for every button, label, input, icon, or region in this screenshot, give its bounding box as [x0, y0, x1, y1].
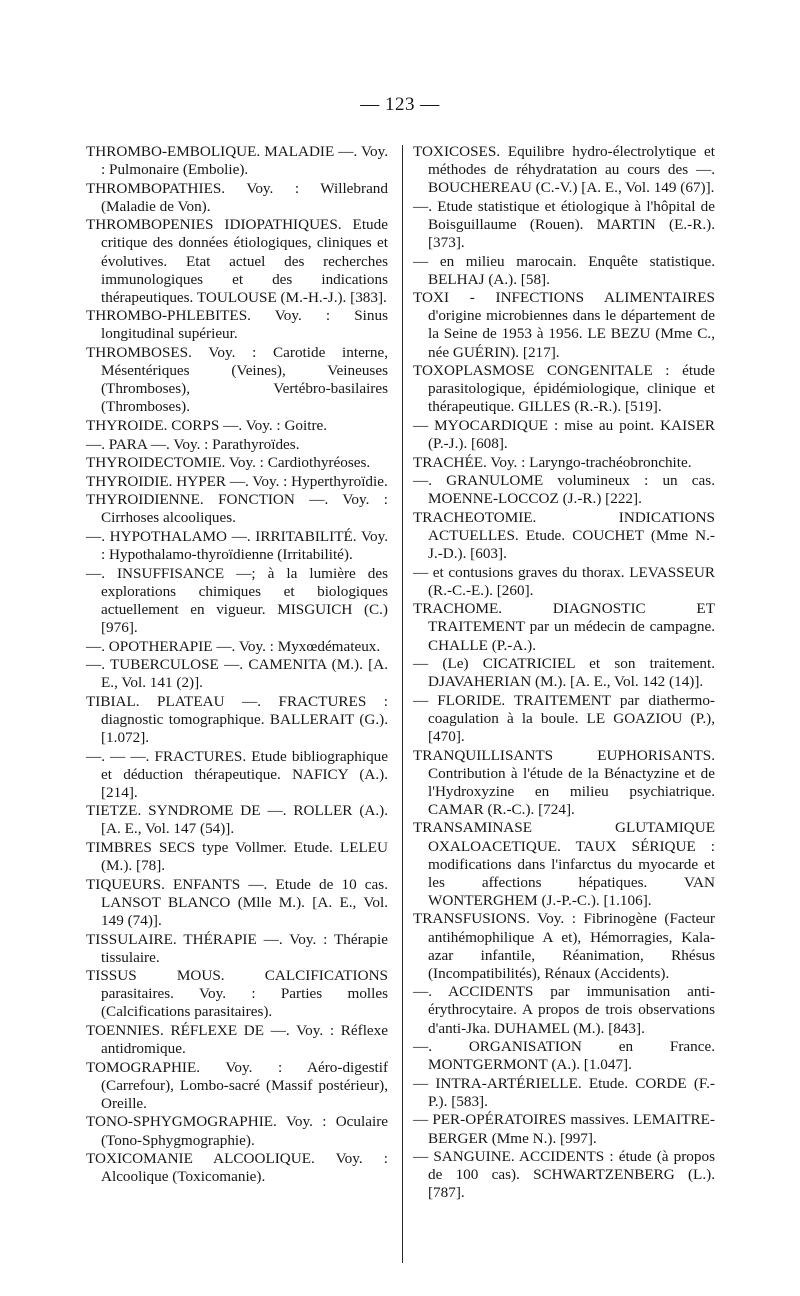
- index-entry: THYROIDECTOMIE. Voy. : Cardiothyréoses.: [86, 454, 371, 472]
- index-entry: THROMBOPENIES IDIOPATHIQUES. Etude critique des données étiologiques, cliniques et évolutives. Etat actuel des recherches immunologiques et des indications thérapeutiques. TOULOUSE (M.-H.-J.). [383].: [86, 216, 388, 306]
- index-entry: THYROIDIE. HYPER —. Voy. : Hyperthyroïdie.: [86, 472, 388, 490]
- index-entry: TISSULAIRE. THÉRAPIE —. Voy. : Thérapie tissulaire.: [86, 930, 388, 966]
- index-entry: TOXI - INFECTIONS ALIMENTAIRES d'origine microbiennes dans le département de la Seine de 1953 à 1956. LE BEZU (Mme C., née GUÉRIN). [217].: [413, 289, 715, 361]
- index-entry: —. HYPOTHALAMO —. IRRITABILITÉ. Voy. : Hypothalamo-thyroïdienne (Irritabilité).: [86, 527, 388, 564]
- index-entry: THROMBOPATHIES. Voy. : Willebrand (Maladie de Von).: [86, 179, 388, 215]
- index-entry: TRANSFUSIONS. Voy. : Fibrinogène (Facteur antihémophilique A et), Hémorragies, Kala-azar infantile, Réanimation, Rhésus (Incompatibilités), Rénaux (Accidents).: [413, 910, 715, 982]
- index-entry: —. Etude statistique et étiologique à l'hôpital de Boisguillaume (Rouen). MARTIN (E.-R.). [373].: [413, 197, 715, 251]
- index-entry: TIETZE. SYNDROME DE —. ROLLER (A.). [A. E., Vol. 147 (54)].: [86, 802, 388, 838]
- index-entry: TRANQUILLISANTS EUPHORISANTS. Contribution à l'étude de la Bénactyzine et de l'Hydroxyzine en milieu psychiatrique. CAMAR (R.-C.). [724].: [413, 746, 715, 818]
- index-entry: THROMBO-EMBOLIQUE. MALADIE —. Voy. : Pulmonaire (Embolie).: [86, 143, 388, 179]
- index-entry: THROMBO-PHLEBITES. Voy. : Sinus longitudinal supérieur.: [86, 307, 388, 343]
- index-entry: —. ORGANISATION en France. MONTGERMONT (A.). [1.047].: [413, 1038, 715, 1074]
- index-entry: —. ACCIDENTS par immunisation anti-érythrocytaire. A propos de trois observations d'anti-Jka. DUHAMEL (M.). [843].: [413, 983, 715, 1037]
- index-entry: — et contusions graves du thorax. LEVASSEUR (R.-C.-E.). [260].: [413, 563, 715, 599]
- index-entry: —. PARA —. Voy. : Parathyroïdes.: [86, 435, 300, 453]
- index-entry: THROMBOSES. Voy. : Carotide interne, Mésentériques (Veines), Veineuses (Thromboses), Vertébro-basilaires (Thromboses).: [86, 344, 388, 416]
- index-entry: TIQUEURS. ENFANTS —. Etude de 10 cas. LANSOT BLANCO (Mlle M.). [A. E., Vol. 149 (74)].: [86, 875, 388, 929]
- index-entry: —. TUBERCULOSE —. CAMENITA (M.). [A. E., Vol. 141 (2)].: [86, 656, 388, 692]
- index-entry: — INTRA-ARTÉRIELLE. Etude. CORDE (F.-P.). [583].: [413, 1074, 715, 1110]
- right-column: [413, 143, 715, 1203]
- index-entry: — MYOCARDIQUE : mise au point. KAISER (P.-J.). [608].: [413, 416, 715, 452]
- index-entry: TOXICOSES. Equilibre hydro-électrolytique et méthodes de réhydratation au cours des —. BOUCHEREAU (C.-V.) [A. E., Vol. 149 (67)].: [413, 143, 715, 197]
- index-entry: TOXOPLASMOSE CONGENITALE : étude parasitologique, épidémiologique, clinique et thérapeutique. GILLES (R.-R.). [519].: [413, 362, 715, 416]
- column-divider: [402, 145, 403, 1263]
- index-entry: —. — —. FRACTURES. Etude bibliographique et déduction thérapeutique. NAFICY (A.). [214].: [86, 747, 388, 801]
- index-entry: TRACHOME. DIAGNOSTIC ET TRAITEMENT par un médecin de campagne. CHALLE (P.-A.).: [413, 600, 715, 654]
- index-entry: THYROIDIENNE. FONCTION —. Voy. : Cirrhoses alcooliques.: [86, 491, 388, 527]
- index-entry: THYROIDE. CORPS —. Voy. : Goitre.: [86, 416, 328, 434]
- index-entry: TIMBRES SECS type Vollmer. Etude. LELEU (M.). [78].: [86, 839, 388, 875]
- index-entry: TIBIAL. PLATEAU —. FRACTURES : diagnostic tomographique. BALLERAIT (G.). [1.072].: [86, 692, 388, 746]
- index-entry: —. INSUFFISANCE —; à la lumière des explorations chimiques et biologiques actuellement en vigueur. MISGUICH (C.) [976].: [86, 564, 388, 636]
- index-entry: TRACHÉE. Voy. : Laryngo-trachéobronchite.: [413, 453, 692, 471]
- index-entry: TRANSAMINASE GLUTAMIQUE OXALOACETIQUE. TAUX SÉRIQUE : modifications dans l'infarctus du myocarde et les affections hépatiques. VAN WONTERGHEM (J.-P.-C.). [1.106].: [413, 819, 715, 909]
- page-number: — 123 —: [360, 94, 440, 115]
- index-entry: TOXICOMANIE ALCOOLIQUE. Voy. : Alcoolique (Toxicomanie).: [86, 1150, 388, 1186]
- index-entry: — PER-OPÉRATOIRES massives. LEMAITRE-BERGER (Mme N.). [997].: [413, 1111, 715, 1147]
- index-entry: — FLORIDE. TRAITEMENT par diathermo-coagulation à la boule. LE GOAZIOU (P.), [470].: [413, 691, 715, 745]
- index-entry: TOENNIES. RÉFLEXE DE —. Voy. : Réflexe antidromique.: [86, 1022, 388, 1058]
- index-entry: — SANGUINE. ACCIDENTS : étude (à propos de 100 cas). SCHWARTZENBERG (L.). [787].: [413, 1148, 715, 1202]
- index-entry: —. OPOTHERAPIE —. Voy. : Myxœdémateux.: [86, 637, 381, 655]
- index-entry: — en milieu marocain. Enquête statistique. BELHAJ (A.). [58].: [413, 252, 715, 288]
- index-entry: TOMOGRAPHIE. Voy. : Aéro-digestif (Carrefour), Lombo-sacré (Massif postérieur), Oreille.: [86, 1058, 388, 1112]
- left-column: [86, 143, 388, 1187]
- index-entry: TISSUS MOUS. CALCIFICATIONS parasitaires. Voy. : Parties molles (Calcifications parasitaires).: [86, 967, 388, 1021]
- index-entry: — (Le) CICATRICIEL et son traitement. DJAVAHERIAN (M.). [A. E., Vol. 142 (14)].: [413, 655, 715, 691]
- index-entry: —. GRANULOME volumineux : un cas. MOENNE-LOCCOZ (J.-R.) [222].: [413, 472, 715, 508]
- index-entry: TONO-SPHYGMOGRAPHIE. Voy. : Oculaire (Tono-Sphygmographie).: [86, 1113, 388, 1149]
- index-entry: TRACHEOTOMIE. INDICATIONS ACTUELLES. Etude. COUCHET (Mme N.-J.-D.). [603].: [413, 508, 715, 563]
